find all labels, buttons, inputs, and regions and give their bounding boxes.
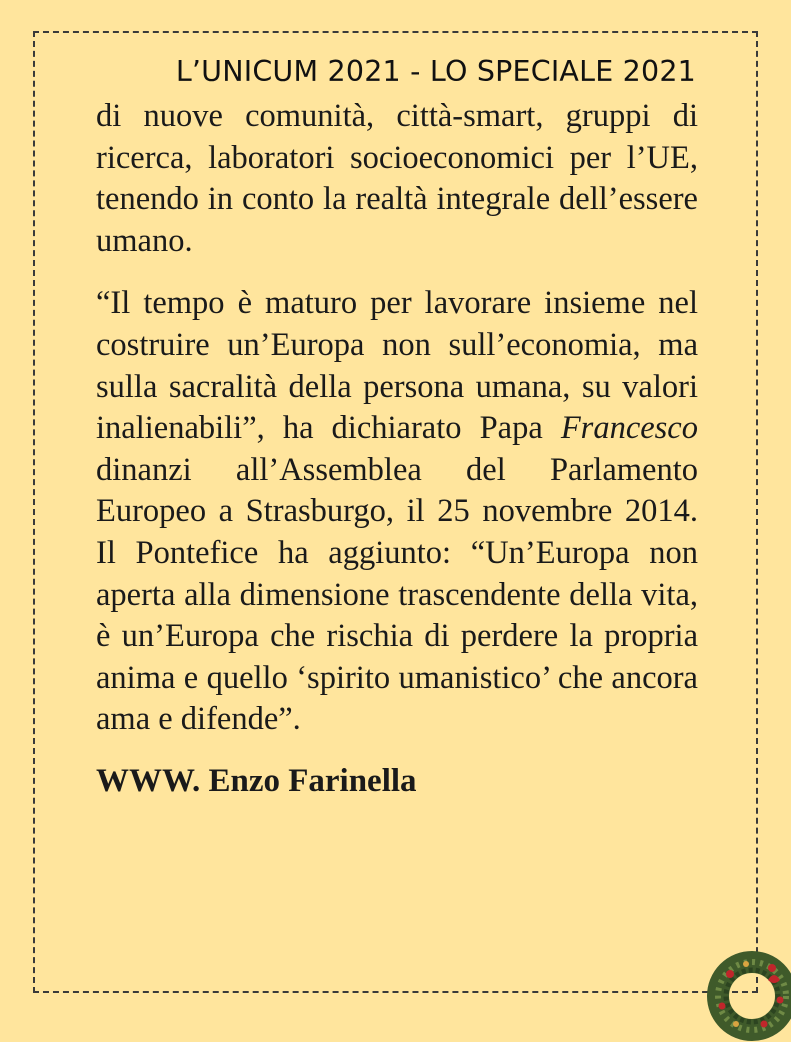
christmas-wreath-icon	[706, 950, 791, 1042]
page-header: L’UNICUM 2021 - LO SPECIALE 2021	[175, 55, 696, 88]
paragraph-2	[96, 283, 698, 741]
paragraph-1: di nuove comunità, città-smart, gruppi di ricerca, laboratori socioeconomici per l’UE, tenendo in conto la realtà integrale dell’essere umano.	[96, 98, 698, 259]
author-signature: WWW. Enzo Farinella	[96, 762, 417, 799]
pope-name: Francesco	[560, 410, 698, 447]
quote-text-start: “Il tempo è maturo per lavorare insieme nel costruire un’Europa non sull’economia, ma sulla sacralità della persona umana, su valori inalienabili”, ha dichiarato Papa	[96, 285, 698, 447]
quote-text-end: dinanzi all’Assemblea del Parlamento Europeo a Strasburgo, il 25 novembre 2014. Il Pontefice ha aggiunto: “Un’Europa non aperta alla dimensione trascendente della vita, è un’Europa che rischia di perdere la propria anima e quello ‘spirito umanistico’ che ancora ama e difende”.	[96, 451, 698, 738]
article-body	[96, 96, 698, 803]
